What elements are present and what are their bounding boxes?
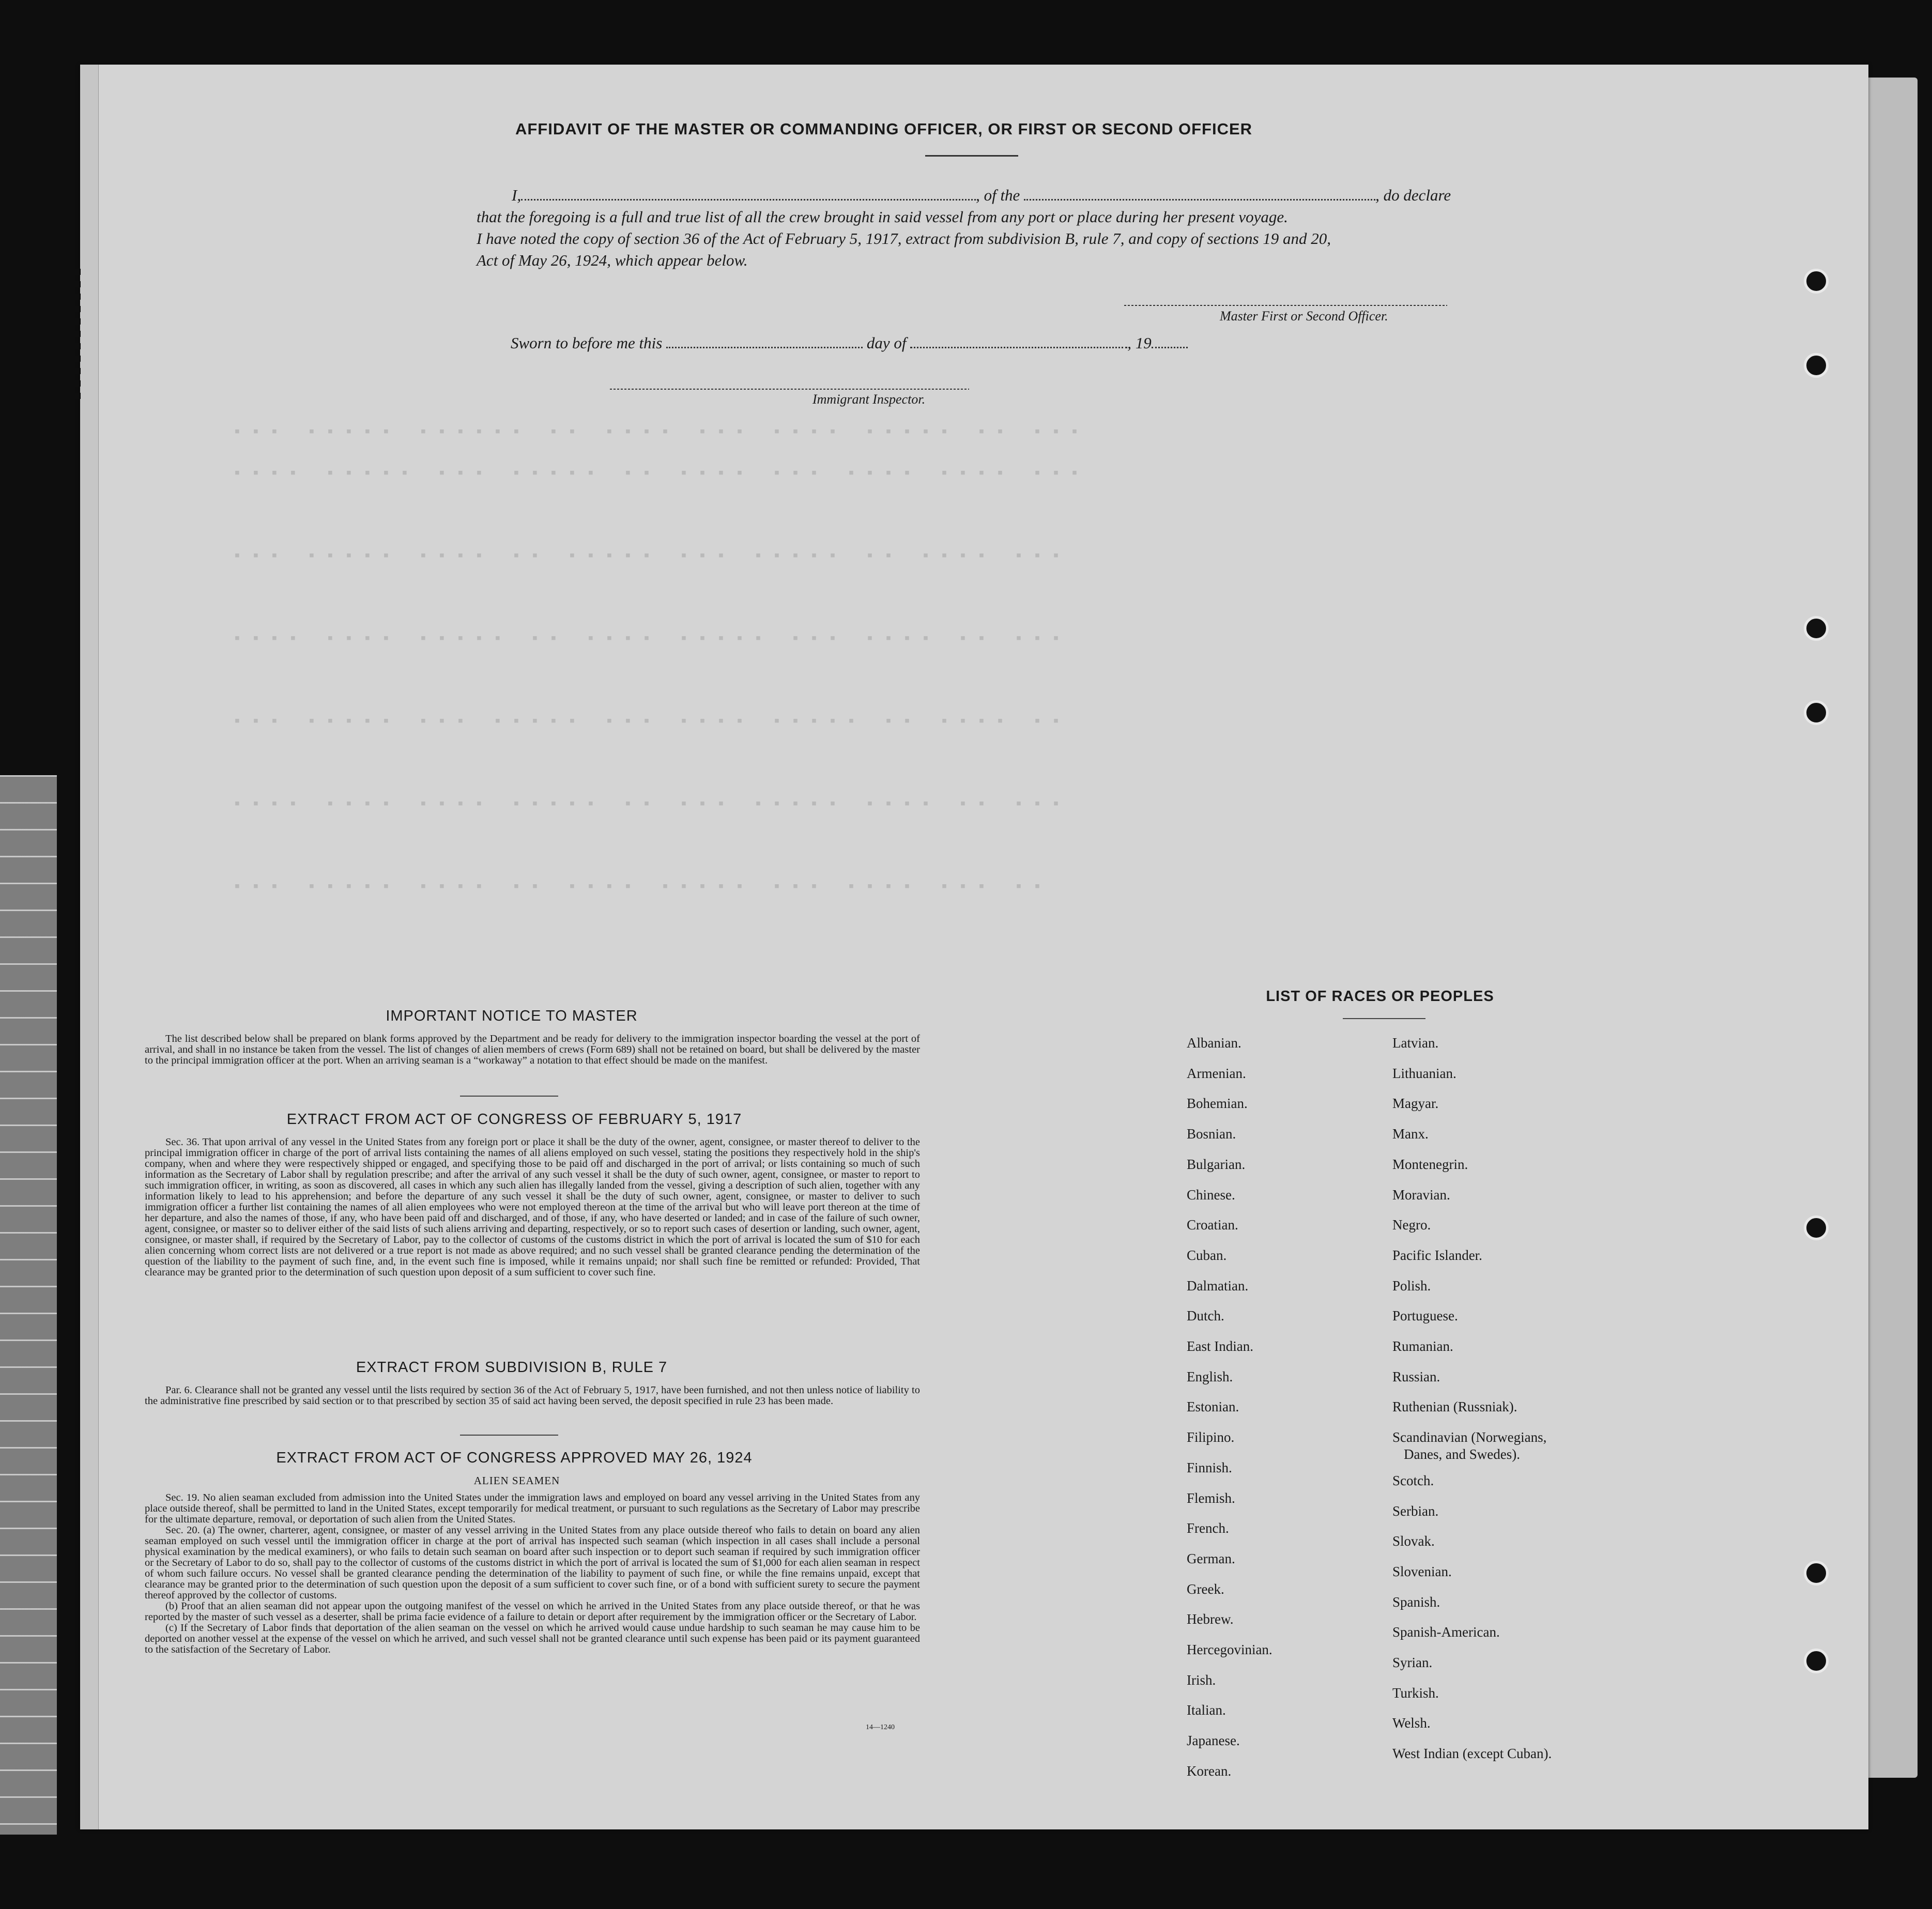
master-caption: Master First or Second Officer. (1220, 309, 1388, 324)
bleed-through-row: ▪▪▪ ▪▪▪▪▪ ▪▪▪ ▪▪▪▪▪ ▪▪▪ ▪▪▪▪ ▪▪▪▪▪ ▪▪ ▪▪▪▪ ▪▪ (233, 713, 1070, 731)
race-item: West Indian (except Cuban). (1392, 1746, 1552, 1762)
divider (460, 1435, 558, 1436)
notice-title: IMPORTANT NOTICE TO MASTER (386, 1008, 638, 1024)
name-blank[interactable] (521, 188, 976, 201)
race-item: Bosnian. (1187, 1126, 1236, 1142)
race-item: Cuban. (1187, 1247, 1227, 1263)
extract-1917-text: Sec. 36. That upon arrival of any vessel in the United States from any foreign port or place it shall be the duty of the owner, agent, consignee, or master thereof to deliver to the principal immigration officer in charge of the port of arrival lists containing the names of all aliens employed on such vessel, stating the positions they respectively hold in the ship's company, when and where they were respectively shipped or engaged, and specifying those to be paid off and discharged in the port of arrival; or lists containing so much of such information as the Secretary of Labor shall by regulation prescribe; and after the arrival of any such vessel it shall be the duty of such owner, agent, consignee, or master to report to such immigration officer, in writing, as soon as discovered, all cases in which any such alien has illegally landed from the vessel, giving a description of such alien, together with any information likely to lead to his apprehension; and before the departure of any such vessel it shall be the duty of such owner, agent, consignee, or master to deliver to such immigration officer a further list containing the names of all alien employees who were not employed thereon at the time of the arrival but who will leave port thereon at the time of her departure, and also the names of those, if any, who have been paid off and discharged, and of those, if any, who have deserted or landed; and in case of the failure of such owner, agent, consignee, or master so to deliver either of the said lists of such aliens arriving and departing, respectively, or so to report such cases of desertion or landing, such owner, agent, consignee, or master shall, if required by the Secretary of Labor, pay to the collector of customs of the customs district in which the port of arrival is located the sum of $10 for each alien concerning whom correct lists are not delivered or a true report is not made as above required; and no such vessel shall be granted clearance pending the determination of the question of the liability to the payment of such fine, and, in the event such fine is imposed, while it remains unpaid; nor shall such fine be remitted or refunded: Provided, That clearance may be granted prior to the determination of such question upon deposit of a sum sufficient to cover such fine. (145, 1136, 920, 1278)
race-item: Russian. (1392, 1368, 1440, 1384)
race-item: Pacific Islander. (1392, 1247, 1482, 1263)
punch-hole (1804, 1561, 1829, 1585)
affidavit-i: I, (512, 186, 522, 204)
race-item: Portuguese. (1392, 1308, 1458, 1324)
race-item: Negro. (1392, 1217, 1431, 1233)
race-item: Hercegovinian. (1187, 1642, 1272, 1657)
races-title: LIST OF RACES OR PEOPLES (1266, 988, 1494, 1005)
extract-rule7-title: EXTRACT FROM SUBDIVISION B, RULE 7 (356, 1359, 668, 1376)
race-item: Filipino. (1187, 1429, 1235, 1445)
extract-rule7-text: Par. 6. Clearance shall not be granted any vessel until the lists required by section 36 of the Act of February 5, 1917, have been furnished, and not then unless notice of liability to the administrative fine prescribed by said section or to that prescribed by section 35 of said act having been served, the deposit specified in rule 23 has been made. (145, 1384, 920, 1407)
sworn-line (511, 334, 1188, 352)
section-20b: (b) Proof that an alien seaman did not appear upon the outgoing manifest of the vessel on which he arrived in the United States from any place outside thereof, or that he was reported by the master of such vessel as a deserter, shall be prima facie evidence of a failure to detain or deport after requirement by the immigration officer or the Secretary of Labor. (145, 1600, 920, 1623)
race-item: Moravian. (1392, 1187, 1450, 1203)
sworn-year-blank[interactable] (1152, 335, 1188, 348)
divider (1343, 1018, 1425, 1019)
punch-hole (1804, 616, 1829, 641)
race-item: Bohemian. (1187, 1096, 1248, 1112)
sworn-prefix: Sworn to before me this (511, 334, 663, 352)
notice-text: The list described below shall be prepared on blank forms approved by the Department and be ready for delivery to the immigration inspector boarding the vessel at the port of arrival, and shall in no instance be taken from the vessel. The list of changes of alien members of crews (Form 689) shall not be retained on board, but shall be delivered by the master to the principal immigration officer at the port. When an arriving seaman is a “workaway” a notation to that effect should be made on the manifest. (145, 1033, 920, 1066)
race-item: German. (1187, 1550, 1235, 1566)
punch-hole (1804, 1649, 1829, 1673)
extract-1924-title: EXTRACT FROM ACT OF CONGRESS APPROVED MAY 26, 1924 (276, 1450, 753, 1466)
sworn-year: , 19 (1127, 334, 1152, 352)
race-item: Armenian. (1187, 1065, 1246, 1081)
title-underline (925, 155, 1018, 157)
affidavit-line-2: that the foregoing is a full and true list of all the crew brought in said vessel from any port or place during her present voyage. (477, 208, 1288, 226)
inspector-signature-line[interactable] (610, 389, 969, 390)
race-item: Syrian. (1392, 1655, 1433, 1670)
punch-hole (1804, 269, 1829, 294)
affidavit-line-3: I have noted the copy of section 36 of the Act of February 5, 1917, extract from subdivision B, rule 7, and copy of sections 19 and 20, (477, 229, 1331, 248)
race-item: Korean. (1187, 1763, 1232, 1779)
affidavit-declare: , do declare (1375, 186, 1451, 204)
race-item: Magyar. (1392, 1096, 1439, 1112)
race-item: Ruthenian (Russniak). (1392, 1399, 1517, 1415)
master-signature-line[interactable] (1124, 305, 1447, 306)
race-item: Manx. (1392, 1126, 1429, 1142)
race-item: Rumanian. (1392, 1338, 1453, 1354)
extract-1917-title: EXTRACT FROM ACT OF CONGRESS OF FEBRUARY 5, 1917 (286, 1111, 742, 1128)
vessel-blank[interactable] (1024, 188, 1375, 201)
race-item: Italian. (1187, 1702, 1226, 1718)
race-item: Polish. (1392, 1277, 1431, 1294)
form-number: 14—1240 (866, 1723, 895, 1731)
race-item: Spanish-American. (1392, 1624, 1500, 1640)
bleed-through-row: ▪▪▪▪ ▪▪▪▪▪ ▪▪▪ ▪▪▪▪▪ ▪▪ ▪▪▪▪ ▪▪▪ ▪▪▪▪ ▪▪▪▪ ▪▪▪ (233, 465, 1089, 483)
race-item: Danes, and Swedes). (1404, 1446, 1520, 1462)
race-item: Estonian. (1187, 1399, 1239, 1415)
race-item: Scotch. (1392, 1472, 1434, 1488)
inspector-caption: Immigrant Inspector. (812, 392, 926, 407)
bleed-through-row: ▪▪▪ ▪▪▪▪▪ ▪▪▪▪ ▪▪ ▪▪▪▪ ▪▪▪▪▪ ▪▪▪ ▪▪▪▪ ▪▪▪ ▪▪ (233, 879, 1052, 896)
race-item: Turkish. (1392, 1685, 1439, 1701)
race-item: Croatian. (1187, 1217, 1238, 1233)
race-item: Greek. (1187, 1581, 1224, 1597)
section-20c: (c) If the Secretary of Labor finds that deportation of the alien seaman on the vessel on which he arrived would cause undue hardship to such seaman he may cause him to be deported on another vessel at the expense of the vessel on which he arrived, and such vessel shall not be granted clearance until such expense has been paid or its payment guaranteed to the satisfaction of the Secretary of Labor. (145, 1622, 920, 1655)
punch-hole (1804, 700, 1829, 725)
race-item: Lithuanian. (1392, 1065, 1456, 1081)
underlying-ledger-edge (0, 775, 57, 1835)
affidavit-line-4: Act of May 26, 1924, which appear below. (477, 251, 748, 269)
divider (460, 1096, 558, 1097)
race-item: Dutch. (1187, 1308, 1224, 1324)
race-item: Bulgarian. (1187, 1156, 1246, 1172)
race-item: Albanian. (1187, 1035, 1241, 1051)
binding-strip (80, 65, 99, 1829)
race-item: Montenegrin. (1392, 1156, 1468, 1172)
race-item: Latvian. (1392, 1035, 1439, 1051)
bleed-through-row: ▪▪▪ ▪▪▪▪▪ ▪▪▪▪▪▪ ▪▪ ▪▪▪▪ ▪▪▪ ▪▪▪▪ ▪▪▪▪▪ ▪▪ ▪▪▪ (233, 424, 1089, 441)
race-item: Dalmatian. (1187, 1277, 1249, 1294)
race-item: French. (1187, 1520, 1229, 1536)
alien-seamen-subtitle: ALIEN SEAMEN (473, 1474, 560, 1487)
punch-hole (1804, 1215, 1829, 1240)
race-item: English. (1187, 1368, 1233, 1384)
affidavit-title: AFFIDAVIT OF THE MASTER OR COMMANDING OFFICER, OR FIRST OR SECOND OFFICER (515, 120, 1253, 138)
affidavit-line-1 (512, 186, 1451, 205)
sworn-month-blank[interactable] (910, 335, 1127, 348)
sworn-day-blank[interactable] (666, 335, 863, 348)
race-item: East Indian. (1187, 1338, 1253, 1354)
race-item: Irish. (1187, 1672, 1216, 1688)
race-item: Slovak. (1392, 1533, 1435, 1549)
affidavit-of-the: , of the (976, 186, 1020, 204)
serrated-stamp-edge (50, 269, 81, 403)
race-item: Flemish. (1187, 1490, 1235, 1506)
race-item: Finnish. (1187, 1459, 1232, 1475)
race-item: Slovenian. (1392, 1563, 1452, 1579)
bleed-through-row: ▪▪▪▪ ▪▪▪▪ ▪▪▪▪ ▪▪▪▪▪ ▪▪ ▪▪▪ ▪▪▪▪▪ ▪▪▪▪ ▪▪ ▪▪▪ (233, 796, 1070, 813)
race-item: Serbian. (1392, 1503, 1439, 1519)
bleed-through-row: ▪▪▪▪ ▪▪▪▪ ▪▪▪▪▪ ▪▪ ▪▪▪▪ ▪▪▪▪▪ ▪▪▪ ▪▪▪▪ ▪▪ ▪▪▪ (233, 630, 1070, 648)
bleed-through-row: ▪▪▪ ▪▪▪▪▪ ▪▪▪▪ ▪▪ ▪▪▪▪▪ ▪▪▪ ▪▪▪▪▪ ▪▪ ▪▪▪▪ ▪▪▪ (233, 548, 1070, 565)
race-item: Scandinavian (Norwegians, (1392, 1429, 1547, 1445)
race-item: Spanish. (1392, 1594, 1440, 1610)
race-item: Japanese. (1187, 1733, 1240, 1749)
race-item: Hebrew. (1187, 1611, 1234, 1627)
extract-1924-text (145, 1492, 920, 1655)
race-item: Chinese. (1187, 1187, 1235, 1203)
section-19: Sec. 19. No alien seaman excluded from admission into the United States under the immigration laws and employed on board any vessel arriving in the United States from any place outside thereof, shall be permitted to land in the United States, except temporarily for medical treatment, or pursuant to such regulations as the Secretary of Labor may prescribe for the ultimate departure, removal, or deportation of such alien from the United States. (145, 1492, 920, 1525)
race-item: Welsh. (1392, 1715, 1431, 1731)
sworn-day-of: day of (866, 334, 907, 352)
section-20a: Sec. 20. (a) The owner, charterer, agent, consignee, or master of any vessel arriving in the United States from any place outside thereof who fails to detain on board any alien seaman employed on such vessel until the immigration officer in charge at the port of arrival has inspected such seaman (which inspection in all cases shall include a personal physical examination by the medical examiners), or who fails to detain such seaman on board after such inspection or to deport such seaman if required by such immigration officer or the Secretary of Labor to do so, shall pay to the collector of customs of the customs district in which the port of arrival is located the sum of $1,000 for each alien seaman in respect of whom such failure occurs. No vessel shall be granted clearance pending the determination of the liability to payment of such fine, or while the fine remains unpaid, except that clearance may be granted prior to the determination of such question upon the deposit of a sum sufficient to cover such fine, or of a bond with sufficient surety to secure the payment thereof approved by the collector of customs. (145, 1525, 920, 1601)
punch-hole (1804, 353, 1829, 378)
